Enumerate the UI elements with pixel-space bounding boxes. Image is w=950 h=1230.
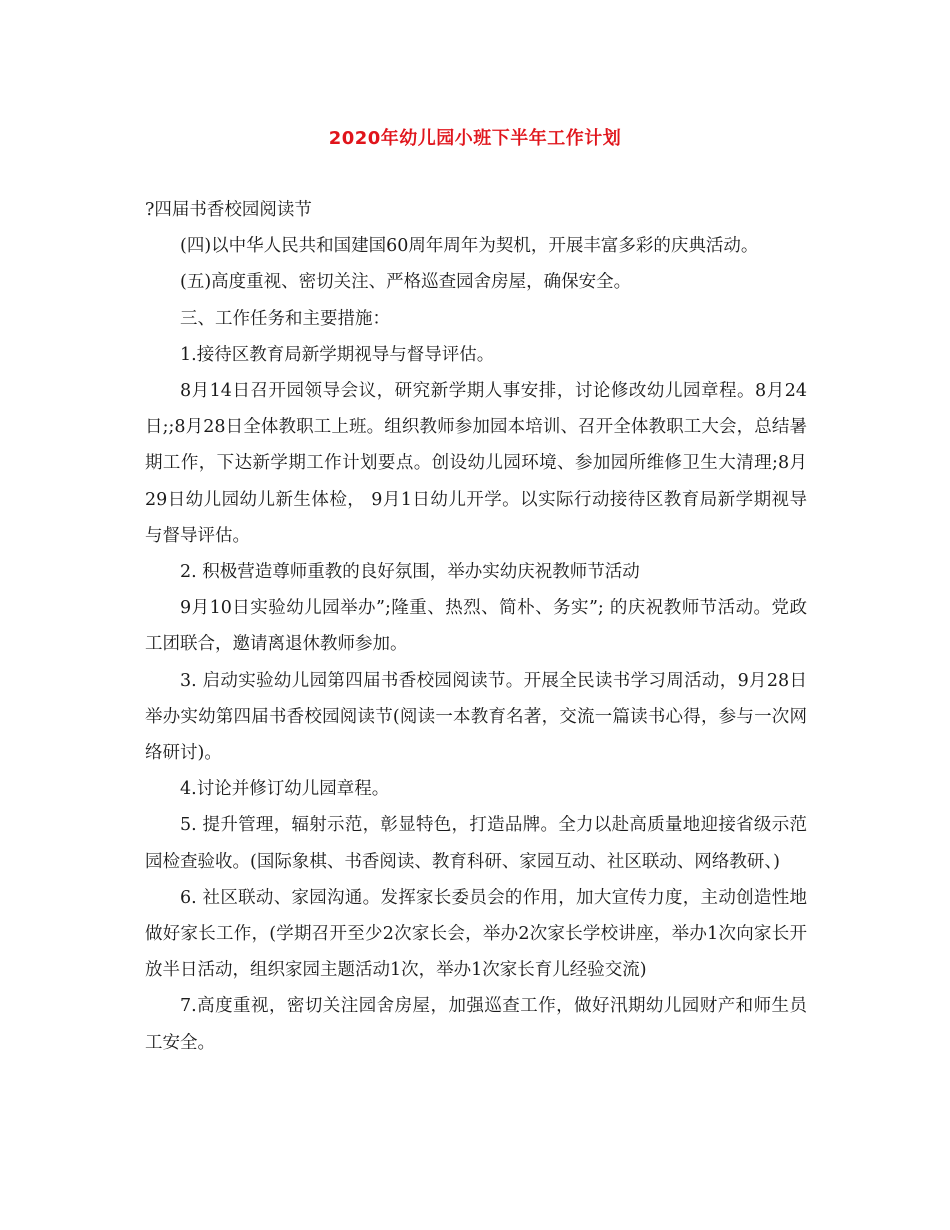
document-title: 2020年幼儿园小班下半年工作计划 <box>328 128 622 149</box>
paragraph: 8月14日召开园领导会议，研究新学期人事安排，讨论修改幼儿园章程。8月24日;;8月28日全体教职工上班。组织教师参加园本培训、召开全体教职工大会，总结暑期工作，下达新学期工作计划要点。创设幼儿园环境、参加园所维修卫生大清理;8月29日幼儿园幼儿新生体检， 9月1日幼儿开学。以实际行动接待区教育局新学期视导与督导评估。 <box>145 381 807 546</box>
paragraph: 5. 提升管理，辐射示范，彰显特色，打造品牌。全力以赴高质量地迎接省级示范园检查验收。(国际象棋、书香阅读、教育科研、家园互动、社区联动、网络教研、) <box>145 815 807 872</box>
paragraph: (四)以中华人民共和国建国60周年周年为契机，开展丰富多彩的庆典活动。 <box>180 236 759 257</box>
paragraph: 3. 启动实验幼儿园第四届书香校园阅读节。开展全民读书学习周活动，9月28日举办实幼第四届书香校园阅读节(阅读一本教育名著，交流一篇读书心得，参与一次网络研讨)。 <box>145 670 807 764</box>
document-body <box>145 192 807 1061</box>
paragraph: 1.接待区教育局新学期视导与督导评估。 <box>180 344 495 365</box>
paragraph: 7.高度重视，密切关注园舍房屋，加强巡查工作，做好汛期幼儿园财产和师生员工安全。 <box>145 996 807 1053</box>
section-heading: 三、工作任务和主要措施： <box>180 308 390 329</box>
paragraph: 6. 社区联动、家园沟通。发挥家长委员会的作用，加大宣传力度，主动创造性地做好家长工作，(学期召开至少2次家长会，举办2次家长学校讲座，举办1次向家长开放半日活动，组织家园主题活动1次，举办1次家长育儿经验交流) <box>145 887 807 981</box>
paragraph: (五)高度重视、密切关注、严格巡查园舍房屋，确保安全。 <box>180 272 632 293</box>
paragraph: ?四届书香校园阅读节 <box>145 200 312 220</box>
paragraph: 9月10日实验幼儿园举办”;隆重、热烈、简朴、务实”; 的庆祝教师节活动。党政工团联合，邀请离退休教师参加。 <box>145 598 807 655</box>
paragraph: 2. 积极营造尊师重教的良好氛围，举办实幼庆祝教师节活动 <box>180 562 640 583</box>
paragraph: 4.讨论并修订幼儿园章程。 <box>180 779 390 800</box>
